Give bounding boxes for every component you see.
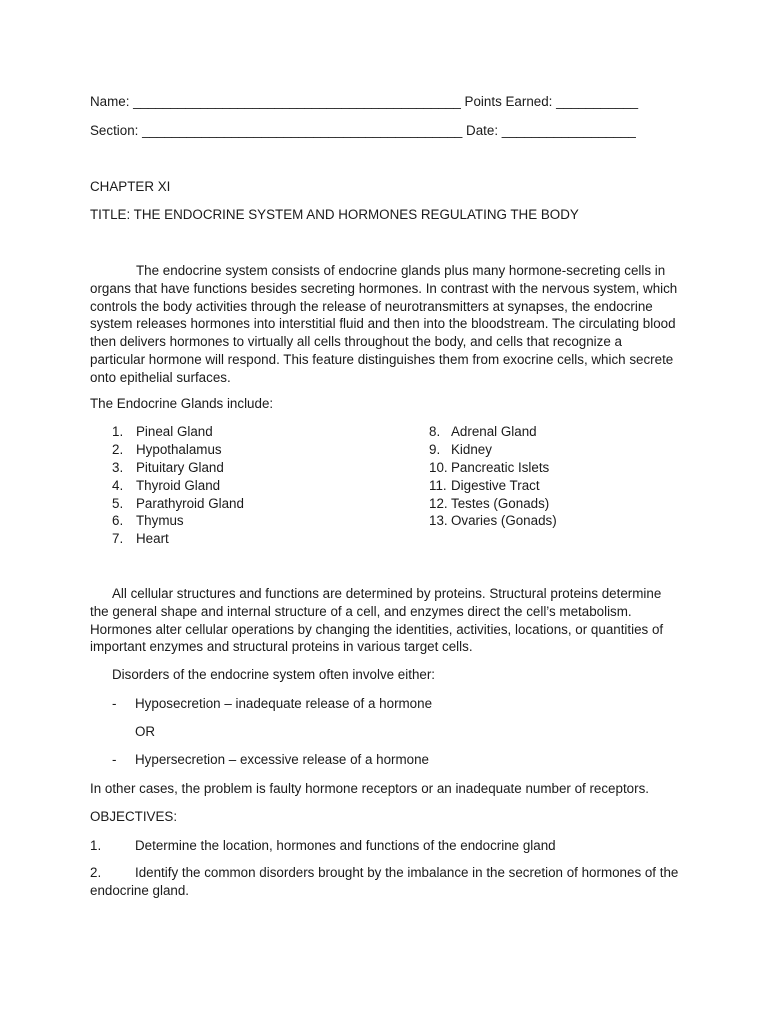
hyposecretion-item: Hyposecretion – inadequate release of a hormone (135, 696, 433, 711)
chapter-label: CHAPTER XI (90, 179, 171, 194)
list-item: 10. Pancreatic Islets (429, 459, 550, 475)
name-points-line: Name: ____________________________________________ Points Earned: ___________ (90, 94, 639, 109)
glands-list-left (112, 423, 244, 548)
dash-bullet: - (112, 752, 117, 767)
disorders-intro: Disorders of the endocrine system often involve either: (112, 667, 436, 682)
objective-item: 2. Identify the common disorders brought by the imbalance in the secretion of hormones of the endocrine gland. (90, 865, 679, 898)
list-item: 1. Pineal Gland (112, 424, 213, 439)
list-item: 7. Heart (112, 531, 169, 547)
list-item: 2. Hypothalamus (112, 441, 222, 457)
dash-bullet: - (112, 696, 117, 711)
glands-list-right (429, 423, 557, 530)
list-item: 4. Thyroid Gland (112, 477, 221, 493)
list-item: 3. Pituitary Gland (112, 459, 224, 475)
list-item: 12. Testes (Gonads) (429, 495, 550, 511)
intro-paragraph: The endocrine system consists of endocrine glands plus many hormone-secreting cells in organs that have functions besides secreting hormones. In contrast with the nervous system, which controls the body activities through the release of neurotransmitters at synapses, the endocrine system releases hormones into interstitial fluid and then into the bloodstream. The circulating blood then delivers hormones to virtually all cells throughout the body, and cells that recognize a particular hormone will respond. This feature distinguishes them from exocrine cells, which secrete onto epithelial surfaces. (90, 263, 678, 385)
chapter-title: TITLE: THE ENDOCRINE SYSTEM AND HORMONES REGULATING THE BODY (90, 207, 579, 222)
list-item: 13. Ovaries (Gonads) (429, 513, 557, 529)
list-item: 5. Parathyroid Gland (112, 495, 244, 511)
hypersecretion-item: Hypersecretion – excessive release of a hormone (135, 752, 429, 767)
list-item: 8. Adrenal Gland (429, 424, 537, 439)
list-item: 9. Kidney (429, 441, 492, 457)
objectives-heading: OBJECTIVES: (90, 809, 178, 824)
section-date-line: Section: ___________________________________________ Date: __________________ (90, 123, 636, 138)
or-label: OR (135, 724, 156, 739)
glands-heading: The Endocrine Glands include: (90, 396, 274, 411)
list-item: 11. Digestive Tract (429, 477, 540, 493)
list-item: 6. Thymus (112, 513, 184, 529)
proteins-paragraph: All cellular structures and functions are determined by proteins. Structural proteins determine the general shape and internal structure of a cell, and enzymes direct the cell’s metabolism. Hormones alter cellular operations by changing the identities, activities, locations, or quantities of important enzymes and structural proteins in various target cells. (90, 586, 664, 655)
objective-item: 1. Determine the location, hormones and functions of the endocrine gland (90, 838, 556, 853)
other-cases-text: In other cases, the problem is faulty hormone receptors or an inadequate number of receptors. (90, 781, 649, 796)
